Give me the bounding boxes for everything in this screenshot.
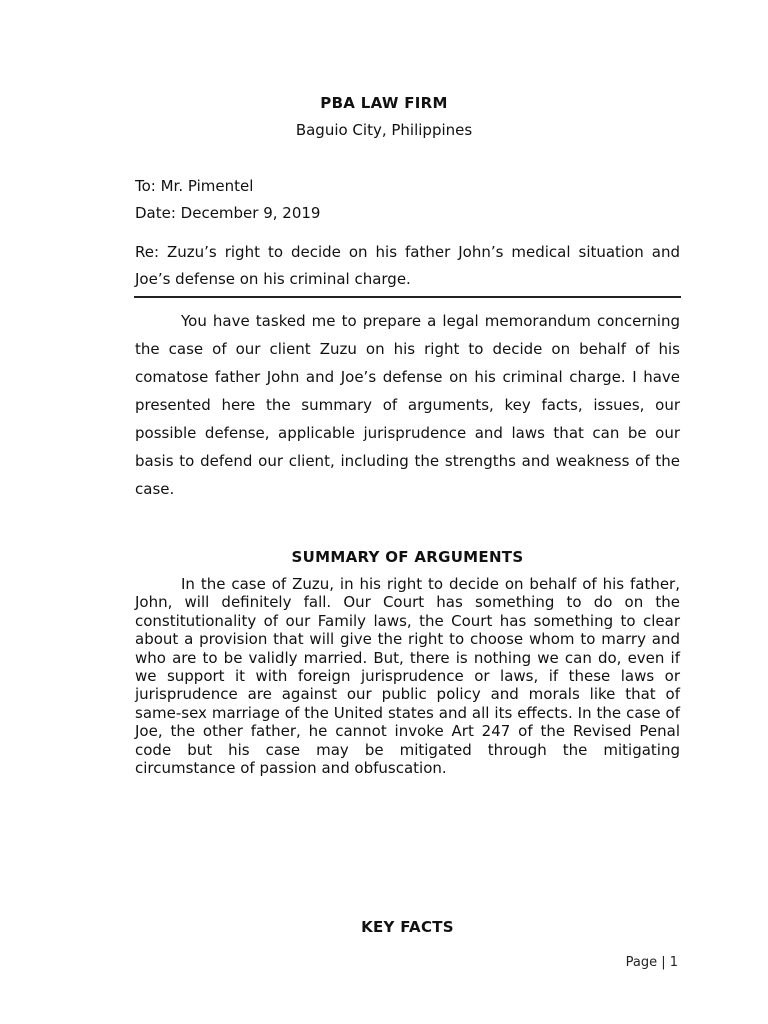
intro-paragraph: You have tasked me to prepare a legal memorandum concerning the case of our client Zuzu on his right to decide on behalf of his comatose father John and Joe’s defense on his criminal charge. I have presented here the summary of arguments, key facts, issues, our possible defense, applicable jurisprudence and laws that can be our basis to defend our client, including the strengths and weakness of the case. (135, 312, 680, 498)
summary-paragraph: In the case of Zuzu, in his right to decide on behalf of his father, John, will definitely fall. Our Court has something to do on the constitutionality of our Family laws, the Court has something to clear about a provision that will give the right to choose whom to marry and who are to be validly married. But, there is nothing we can do, even if we support it with foreign jurisprudence or laws, if these laws or jurisprudence are against our public policy and morals like that of same-sex marriage of the United states and all its effects. In the case of Joe, the other father, he cannot invoke Art 247 of the Revised Penal code but his case may be mitigated through the mitigating circumstance of passion and obfuscation. (135, 575, 680, 778)
key-facts-heading: KEY FACTS (361, 918, 454, 936)
header-divider (134, 296, 681, 298)
summary-heading: SUMMARY OF ARGUMENTS (291, 548, 524, 566)
memo-to: To: Mr. Pimentel (135, 177, 254, 195)
firm-location: Baguio City, Philippines (295, 121, 473, 139)
memo-date: Date: December 9, 2019 (135, 204, 321, 222)
memo-subject: Re: Zuzu’s right to decide on his father John’s medical situation and Joe’s defense on his criminal charge. (135, 243, 680, 288)
firm-name: PBA LAW FIRM (320, 94, 448, 112)
page-number: Page | 1 (625, 955, 678, 970)
